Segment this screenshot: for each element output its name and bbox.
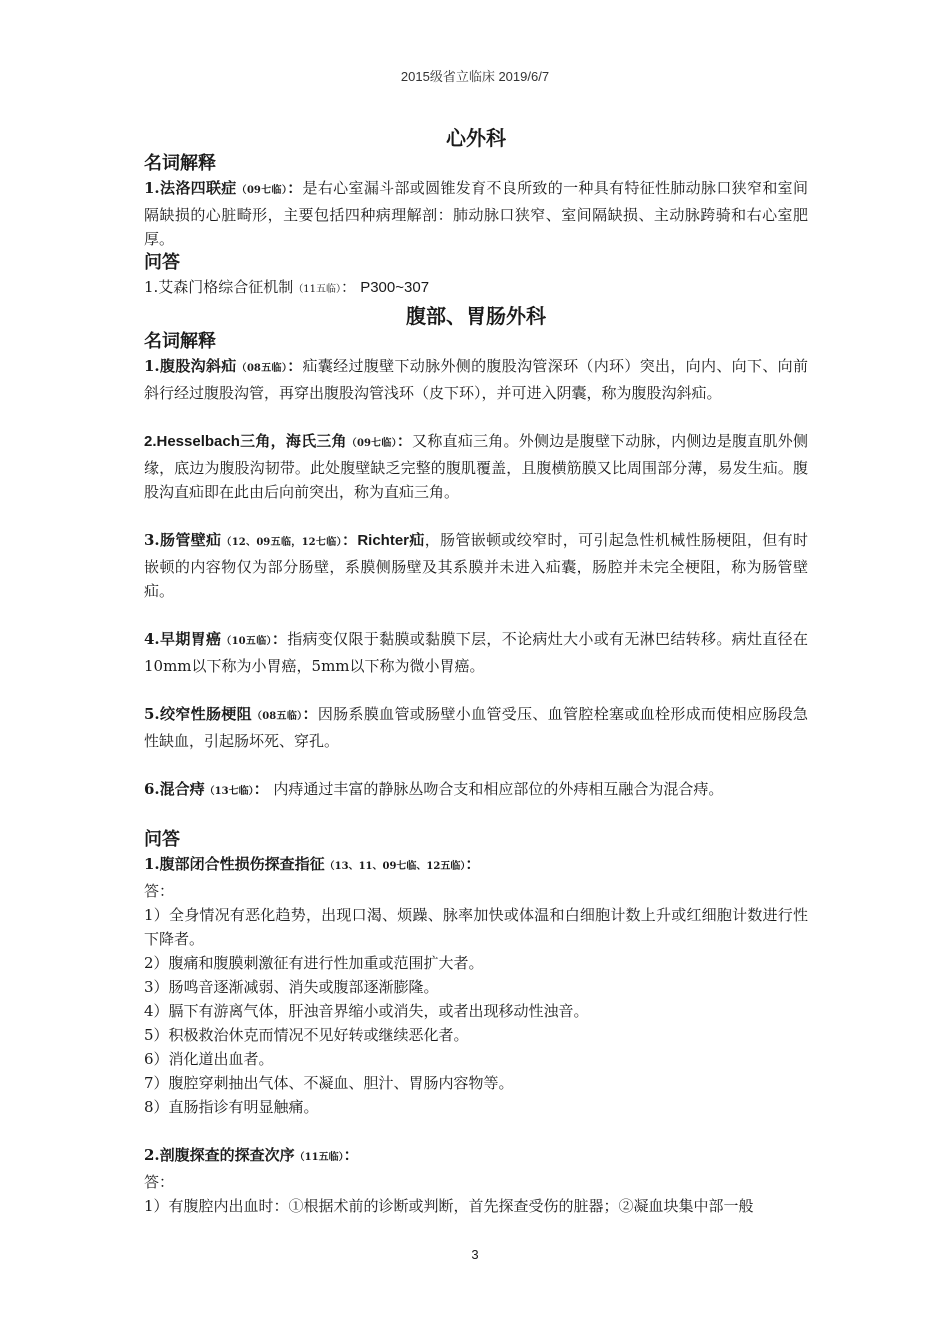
term-label: 4.早期胃癌 xyxy=(144,630,222,648)
question-page-ref: ： P300~307 xyxy=(341,279,430,296)
question-text: 1.腹部闭合性损伤探查指征 xyxy=(144,855,325,873)
term-text: 因肠系膜血管或肠壁小血管受压、血管腔栓塞或血栓形成而使相应肠段急性缺血，引起肠坏死、穿孔。 xyxy=(144,705,808,750)
qa-heading: 问答 xyxy=(144,829,180,850)
term-note: （09七临） xyxy=(236,185,288,196)
question-title-exploration-order xyxy=(144,1143,808,1170)
definition-richter-hernia xyxy=(144,528,808,603)
section-title-abdominal-gi-surgery: 腹部、胃肠外科 xyxy=(406,304,546,328)
definition-indirect-inguinal-hernia xyxy=(144,354,808,405)
term-sep: ： xyxy=(253,780,269,798)
definition-early-gastric-cancer xyxy=(144,627,808,678)
term-label: 3.肠管壁疝 xyxy=(144,531,222,549)
question-note: （13、11、09七临、12五临） xyxy=(324,861,466,872)
term-sep: ： xyxy=(287,357,303,375)
question-note: （11五临） xyxy=(294,1152,344,1163)
page-number: 3 xyxy=(471,1247,479,1262)
answer-item: 7）腹腔穿刺抽出气体、不凝血、胆汁、胃肠内容物等。 xyxy=(144,1074,514,1092)
term-sep: ： xyxy=(302,705,318,723)
spacer xyxy=(144,504,808,528)
question-sep: ： xyxy=(343,1146,359,1164)
term-note: （08五临） xyxy=(236,363,288,374)
qa-heading: 问答 xyxy=(144,252,180,273)
term-text: 是右心室漏斗部或圆锥发育不良所致的一种具有特征性肺动脉口狭窄和室间隔缺损的心脏畸形，主要包括四种病理解剖：肺动脉口狭窄、室间隔缺损、主动脉跨骑和右心室肥厚。 xyxy=(144,179,808,248)
answer-item: 6）消化道出血者。 xyxy=(144,1050,274,1068)
section-title-cardiac-surgery: 心外科 xyxy=(446,126,506,150)
spacer xyxy=(144,678,808,702)
definition-strangulated-obstruction xyxy=(144,702,808,753)
spacer xyxy=(144,603,808,627)
term-note: （08五临） xyxy=(251,711,303,722)
term-label: 1.腹股沟斜疝 xyxy=(144,357,237,375)
term-text: ，肠管嵌顿或绞窄时，可引起急性机械性肠梗阻，但有时嵌顿的内容物仅为部分肠壁，系膜侧肠壁及其系膜并未进入疝囊，肠腔并未完全梗阻，称为肠管壁疝。 xyxy=(144,531,808,600)
answer-item: 5）积极救治休克而情况不见好转或继续恶化者。 xyxy=(144,1026,469,1044)
term-note: （10五临） xyxy=(221,636,272,647)
term-text: 内痔通过丰富的静脉丛吻合支和相应部位的外痔相互融合为混合痔。 xyxy=(268,780,724,798)
term-label: 1.法洛四联症 xyxy=(144,179,237,197)
question-sep: ： xyxy=(465,855,481,873)
spacer xyxy=(144,753,808,777)
answer-label: 答： xyxy=(144,882,175,900)
definition-tetralogy-of-fallot xyxy=(144,176,808,251)
term-note: （12、09五临，12七临） xyxy=(221,537,342,548)
term-text: 又称直疝三角。外侧边是腹壁下动脉，内侧边是腹直肌外侧缘，底边为腹股沟韧带。此处腹壁缺乏完整的腹肌覆盖，且腹横筋膜又比周围部分薄，易发生疝。腹股沟直疝即在此由后向前突出，称为直疝三角。 xyxy=(144,432,808,501)
question-eisenmenger xyxy=(144,275,808,302)
spacer xyxy=(144,405,808,429)
term-label: 6.混合痔 xyxy=(144,780,205,798)
page-header: 2015级省立临床 2019/6/7 xyxy=(400,69,550,84)
page-content xyxy=(144,124,808,1218)
term-label: 5.绞窄性肠梗阻 xyxy=(144,705,252,723)
term-text: 指病变仅限于黏膜或黏膜下层，不论病灶大小或有无淋巴结转移。病灶直径在10mm以下称为小胃癌，5mm以下称为微小胃癌。 xyxy=(144,630,808,675)
question-text: 1.艾森门格综合征机制 xyxy=(144,278,294,296)
term-sep: ： xyxy=(341,531,358,549)
definition-mixed-hemorrhoids xyxy=(144,777,808,804)
term-text: 疝囊经过腹壁下动脉外侧的腹股沟管深环（内环）突出，向内、向下、向前斜行经过腹股沟管，再穿出腹股沟管浅环（皮下环），并可进入阴囊，称为腹股沟斜疝。 xyxy=(144,357,808,402)
question-title-exploration-indications xyxy=(144,852,808,879)
spacer xyxy=(144,1119,808,1143)
term-sep: ： xyxy=(271,630,288,648)
answer-item: 1）有腹腔内出血时：①根据术前的诊断或判断，首先探查受伤的脏器；②凝血块集中部一般 xyxy=(144,1197,754,1215)
answer-item: 2）腹痛和腹膜刺激征有进行性加重或范围扩大者。 xyxy=(144,954,484,972)
term-label: 2.Hesselbach三角，海氏三角 xyxy=(144,433,347,450)
answer-label: 答： xyxy=(144,1173,175,1191)
answer-item: 4）膈下有游离气体，肝浊音界缩小或消失，或者出现移动性浊音。 xyxy=(144,1002,589,1020)
term-note: （13七临） xyxy=(204,786,254,797)
spacer xyxy=(144,804,808,828)
answer-list-exploration-indications xyxy=(144,903,808,1119)
definition-hesselbach-triangle xyxy=(144,429,808,504)
definitions-heading: 名词解释 xyxy=(144,331,216,352)
term-note: （09七临） xyxy=(346,438,397,449)
term-sep: ： xyxy=(396,432,413,450)
answer-item: 8）直肠指诊有明显触痛。 xyxy=(144,1098,319,1116)
definitions-heading: 名词解释 xyxy=(144,153,216,174)
question-note: （11五临） xyxy=(293,284,342,295)
question-text: 2.剖腹探查的探查次序 xyxy=(144,1146,295,1164)
answer-item: 3）肠鸣音逐渐减弱、消失或腹部逐渐膨隆。 xyxy=(144,978,439,996)
term-lead: Richter疝 xyxy=(357,532,425,549)
term-sep: ： xyxy=(287,179,303,197)
answer-item: 1）全身情况有恶化趋势，出现口渴、烦躁、脉率加快或体温和白细胞计数上升或红细胞计数进行性下降者。 xyxy=(144,906,808,948)
